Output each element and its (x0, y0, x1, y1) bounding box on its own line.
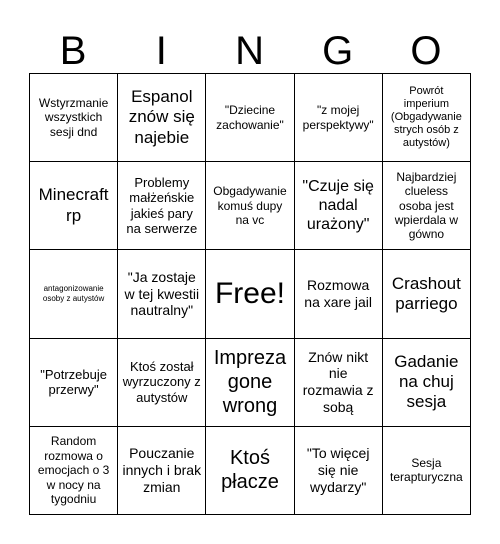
header-letter-i: I (155, 29, 167, 73)
bingo-cell[interactable]: Ktoś został wyrzuczony z autystów (118, 338, 206, 426)
board-row (30, 74, 471, 162)
bingo-cell[interactable]: Crashout parriego (382, 250, 470, 338)
header-letter-b: B (59, 29, 87, 73)
bingo-cell[interactable]: Sesja terapturyczna (382, 426, 470, 514)
header-letter-n: N (235, 29, 264, 73)
bingo-cell[interactable]: "Czuje się nadal urażony" (294, 162, 382, 250)
header-letter-g: G (322, 29, 354, 73)
bingo-cell[interactable]: "Dziecine zachowanie" (206, 74, 294, 162)
bingo-cell[interactable]: "Ja zostaje w tej kwestii nautralny" (118, 250, 206, 338)
bingo-cell[interactable]: Powrót imperium (Obgadywanie strych osób z autystów) (382, 74, 470, 162)
bingo-cell[interactable]: "z mojej perspektywy" (294, 74, 382, 162)
bingo-cell-free[interactable]: Free! (206, 250, 294, 338)
bingo-cell[interactable]: antagonizowanie osoby z autystów (30, 250, 118, 338)
bingo-header (29, 28, 470, 74)
board-row (30, 162, 471, 250)
header-letter-o: O (410, 29, 442, 73)
bingo-cell[interactable]: Rozmowa na xare jail (294, 250, 382, 338)
board-row (30, 338, 471, 426)
bingo-cell[interactable]: Minecraft rp (30, 162, 118, 250)
bingo-cell[interactable]: Najbardziej clueless osoba jest wpierdala w gówno (382, 162, 470, 250)
bingo-cell[interactable]: Obgadywanie komuś dupy na vc (206, 162, 294, 250)
bingo-cell[interactable]: "To więcej się nie wydarzy" (294, 426, 382, 514)
bingo-cell[interactable]: Pouczanie innych i brak zmian (118, 426, 206, 514)
bingo-cell[interactable]: Gadanie na chuj sesja (382, 338, 470, 426)
bingo-cell[interactable]: Znów nikt nie rozmawia z sobą (294, 338, 382, 426)
bingo-cell[interactable]: Problemy małżeńskie jakieś pary na serwerze (118, 162, 206, 250)
bingo-cell[interactable]: Espanol znów się najebie (118, 74, 206, 162)
bingo-cell[interactable]: Impreza gone wrong (206, 338, 294, 426)
board-row (30, 250, 471, 338)
board-row (30, 426, 471, 514)
bingo-cell[interactable]: Wstyrzmanie wszystkich sesji dnd (30, 74, 118, 162)
bingo-cell[interactable]: "Potrzebuje przerwy" (30, 338, 118, 426)
bingo-cell[interactable]: Ktoś płacze (206, 426, 294, 514)
bingo-cell[interactable]: Random rozmowa o emocjach o 3 w nocy na tygodniu (30, 426, 118, 514)
bingo-board (29, 73, 471, 515)
